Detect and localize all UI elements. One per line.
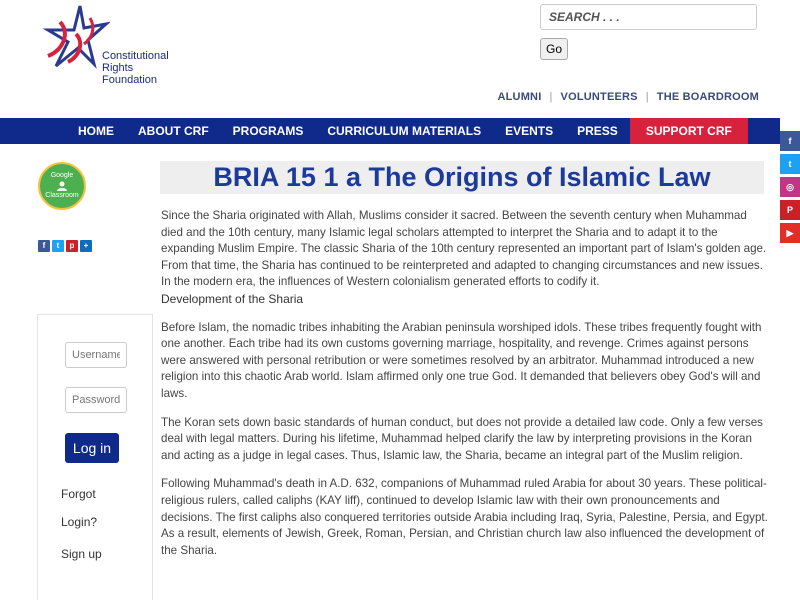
toplink-alumni[interactable]: ALUMNI (497, 91, 542, 103)
page-title: BRIA 15 1 a The Origins of Islamic Law (160, 161, 764, 194)
main-nav (0, 118, 780, 144)
login-panel (37, 314, 153, 600)
divider: | (645, 91, 649, 103)
logo-wordmark (102, 50, 169, 86)
person-icon (55, 181, 69, 191)
nav-programs[interactable]: PROGRAMS (232, 124, 304, 138)
share-plus-icon[interactable]: + (80, 240, 92, 252)
paragraph-4: Following Muhammad's death in A.D. 632, companions of Muhammad ruled Arabia for about 30 years. These political-religious rulers, called caliphs (KAY liff), continued to develop Islamic law with their own pronouncements and decisions. The first caliphs also conquered territories outside Arabia including Iraq, Syria, Palestine, Persia, and Egypt. As a result, elements of Jewish, Greek, Roman, Persian, and Christian church law also influenced the development of the Sharia. (161, 477, 768, 557)
share-facebook-icon[interactable]: f (38, 240, 50, 252)
username-input[interactable] (65, 342, 127, 368)
star-logo-icon (40, 4, 110, 88)
classroom-line-1: Google (50, 172, 74, 179)
toplink-boardroom[interactable]: THE BOARDROOM (656, 91, 759, 103)
paragraph-1: Since the Sharia originated with Allah, Muslims consider it sacred. Between the seventh century when Muhammad died and the 10th century, many Islamic legal scholars attempted to interpret the Sharia and to adapt it to the expanding Muslim Empire. The classic Sharia of the 10th century represented an important part of Islam's golden age. From that time, the Sharia has continued to be reinterpreted and adapted to changing circumstances and new issues. In the modern era, the influences of Western colonialism generated efforts to codify it. (161, 209, 767, 289)
nav-events[interactable]: EVENTS (505, 124, 554, 138)
classroom-line-2: Classroom (45, 192, 79, 199)
youtube-icon[interactable]: ▶ (780, 223, 800, 243)
password-input[interactable] (65, 387, 127, 413)
search-go-button[interactable]: Go (540, 38, 568, 60)
article-body (161, 208, 768, 571)
nav-home[interactable]: HOME (78, 124, 114, 138)
share-twitter-icon[interactable]: t (52, 240, 64, 252)
twitter-icon[interactable]: t (780, 154, 800, 174)
paragraph-3: The Koran sets down basic standards of human conduct, but does not provide a detailed law code. Only a few verses deal with legal matters. During his lifetime, Muhammad helped clarify the law by interpreting provisions in the Koran and acting as a judge in legal cases. Thus, Islamic law, the Sharia, became an integral part of the Muslim religion. (161, 415, 763, 462)
logo-line-3: Foundation (102, 74, 158, 86)
login-question-link[interactable]: Login? (61, 515, 98, 529)
nav-support[interactable]: SUPPORT CRF (630, 118, 748, 144)
login-button[interactable]: Log in (65, 433, 119, 463)
search-input[interactable] (540, 4, 757, 30)
pinterest-icon[interactable]: P (780, 200, 800, 220)
social-bar (780, 131, 800, 246)
paragraph-2: Before Islam, the nomadic tribes inhabiting the Arabian peninsula worshiped idols. These tribes frequently fought with one another. Each tribe had its own customs governing marriage, hospitality, and revenge. Crimes against persons were answered with personal retribution or were sometimes resolved by an arbitrator. Muhammad introduced a new religion into this chaotic Arab world. Islam affirmed only one true God. It demanded that believers obey God's will and laws. (161, 320, 762, 400)
section-heading: Development of the Sharia (161, 291, 304, 306)
share-icons (38, 240, 92, 252)
google-classroom-badge[interactable] (38, 162, 86, 210)
toplink-volunteers[interactable]: VOLUNTEERS (560, 91, 638, 103)
nav-about[interactable]: ABOUT CRF (138, 124, 209, 138)
forgot-link[interactable]: Forgot (61, 487, 96, 501)
nav-curriculum[interactable]: CURRICULUM MATERIALS (327, 124, 482, 138)
top-links (497, 91, 759, 103)
logo-line-1: Constitutional (102, 50, 169, 62)
crf-logo[interactable] (40, 4, 180, 88)
facebook-icon[interactable]: f (780, 131, 800, 151)
logo-line-2: Rights (102, 62, 134, 74)
instagram-icon[interactable]: ◎ (780, 177, 800, 197)
nav-press[interactable]: PRESS (577, 124, 618, 138)
share-pinterest-icon[interactable]: p (66, 240, 78, 252)
signup-link[interactable]: Sign up (61, 547, 102, 561)
divider: | (549, 91, 553, 103)
